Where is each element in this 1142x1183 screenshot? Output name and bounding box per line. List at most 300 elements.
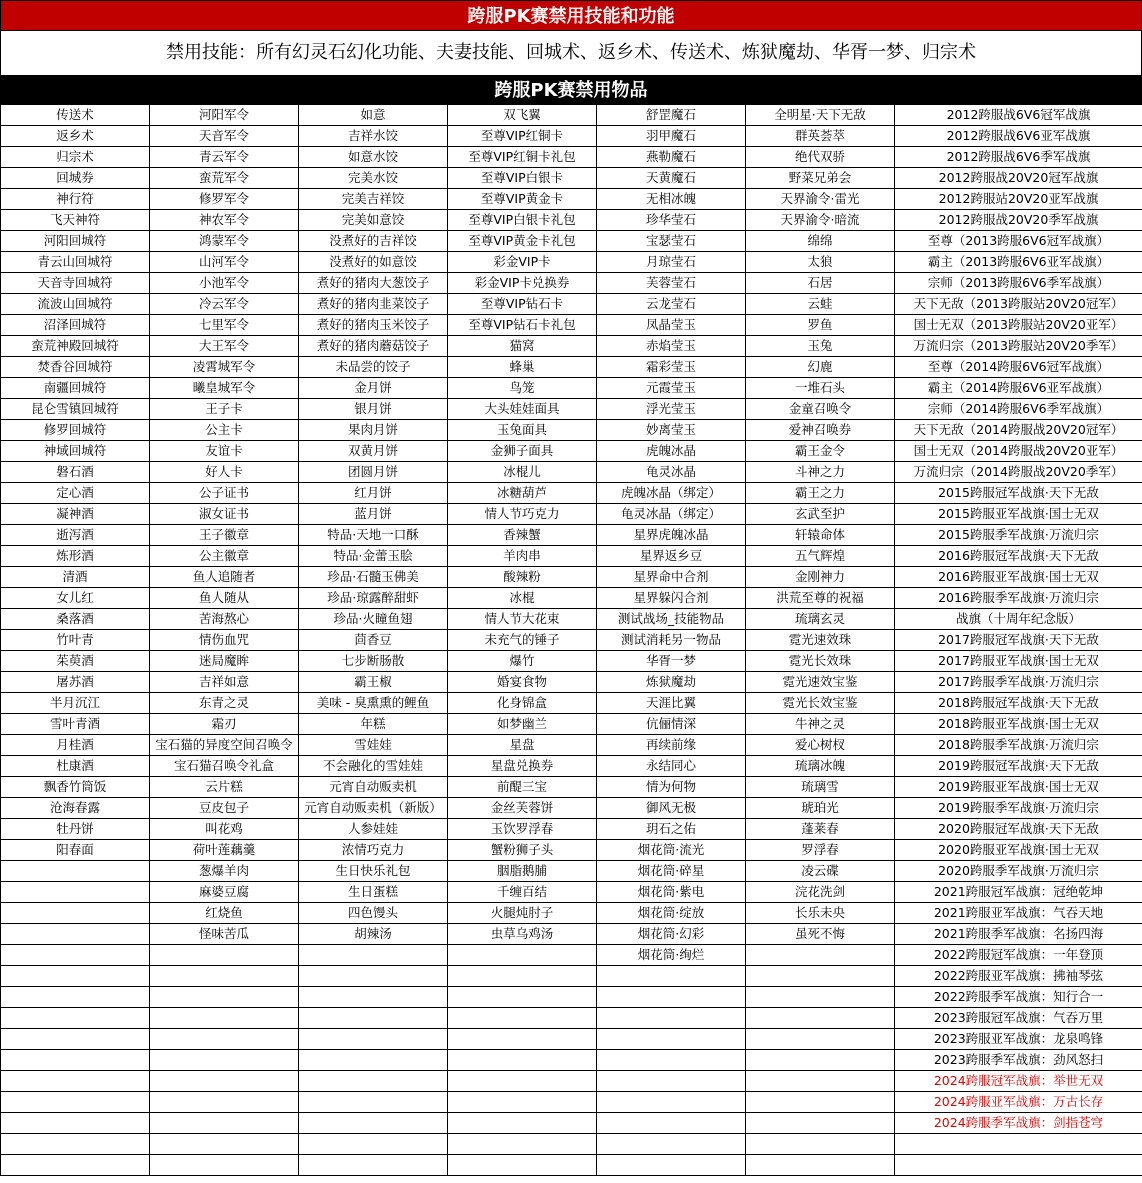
table-cell: 虎魄冰晶 <box>597 441 746 462</box>
table-cell <box>1 987 150 1008</box>
table-cell: 绝代双骄 <box>746 147 895 168</box>
table-cell: 飞天神符 <box>1 210 150 231</box>
table-cell: 果肉月饼 <box>299 420 448 441</box>
table-cell: 至尊VIP红铜卡 <box>448 126 597 147</box>
table-row <box>1 903 1142 924</box>
table-cell: 玉兔 <box>746 336 895 357</box>
table-cell: 赤焰莹玉 <box>597 336 746 357</box>
table-row <box>1 924 1142 945</box>
table-cell <box>746 1050 895 1071</box>
table-cell: 琉璃雪 <box>746 777 895 798</box>
table-cell: 昆仑雪镇回城符 <box>1 399 150 420</box>
table-cell: 燕勒魔石 <box>597 147 746 168</box>
table-cell: 星界躲闪合剂 <box>597 588 746 609</box>
table-cell: 吉祥如意 <box>150 672 299 693</box>
table-cell: 清酒 <box>1 567 150 588</box>
table-cell: 2020跨服季军战旗·万流归宗 <box>895 861 1142 882</box>
table-row <box>1 525 1142 546</box>
table-cell: 2021跨服季军战旗：名扬四海 <box>895 924 1142 945</box>
table-row <box>1 609 1142 630</box>
table-cell: 女儿红 <box>1 588 150 609</box>
table-cell: 修罗回城符 <box>1 420 150 441</box>
table-row <box>1 1008 1142 1029</box>
table-cell: 如意 <box>299 105 448 126</box>
table-cell: 公主徽章 <box>150 546 299 567</box>
table-row <box>1 1155 1142 1176</box>
table-row <box>1 147 1142 168</box>
table-cell: 年糕 <box>299 714 448 735</box>
table-cell: 鸟笼 <box>448 378 597 399</box>
table-cell: 情人节大花束 <box>448 609 597 630</box>
table-cell <box>1 945 150 966</box>
table-cell: 龟灵冰晶 <box>597 462 746 483</box>
table-row <box>1 756 1142 777</box>
table-cell: 霜彩莹玉 <box>597 357 746 378</box>
table-cell <box>746 945 895 966</box>
table-cell: 七步断肠散 <box>299 651 448 672</box>
table-cell: 再续前缘 <box>597 735 746 756</box>
table-cell: 情伤血咒 <box>150 630 299 651</box>
table-cell: 2018跨服亚军战旗·国士无双 <box>895 714 1142 735</box>
table-row <box>1 735 1142 756</box>
table-cell <box>597 987 746 1008</box>
skills-title-bar: 跨服PK赛禁用技能和功能 <box>0 0 1142 31</box>
table-cell: 2020跨服亚军战旗·国士无双 <box>895 840 1142 861</box>
table-cell: 完美如意饺 <box>299 210 448 231</box>
table-cell: 全明星·天下无敌 <box>746 105 895 126</box>
banned-skills-text: 禁用技能：所有幻灵石幻化功能、夫妻技能、回城术、返乡术、传送术、炼狱魔劫、华胥一梦、归宗术 <box>0 31 1142 75</box>
table-cell <box>150 1155 299 1176</box>
table-cell <box>597 1113 746 1134</box>
table-cell: 月桂酒 <box>1 735 150 756</box>
table-cell <box>150 1029 299 1050</box>
table-cell: 特品·天地一口酥 <box>299 525 448 546</box>
table-cell: 煮好的猪肉蘑菇饺子 <box>299 336 448 357</box>
table-cell <box>1 1113 150 1134</box>
table-cell: 测试战场_技能物品 <box>597 609 746 630</box>
table-cell: 金童召唤令 <box>746 399 895 420</box>
table-cell: 牡丹饼 <box>1 819 150 840</box>
table-cell <box>448 1050 597 1071</box>
table-cell <box>597 1029 746 1050</box>
table-cell: 御风无极 <box>597 798 746 819</box>
table-cell: 杜康酒 <box>1 756 150 777</box>
table-row <box>1 819 1142 840</box>
table-cell <box>597 966 746 987</box>
table-cell <box>299 1155 448 1176</box>
table-cell <box>150 966 299 987</box>
table-cell: 羊肉串 <box>448 546 597 567</box>
table-cell: 蜂巢 <box>448 357 597 378</box>
table-cell: 星界返乡豆 <box>597 546 746 567</box>
table-cell: 宗师（2013跨服6V6季军战旗） <box>895 273 1142 294</box>
table-cell: 2023跨服冠军战旗：气吞万里 <box>895 1008 1142 1029</box>
table-cell <box>597 1092 746 1113</box>
table-cell: 浮光莹玉 <box>597 399 746 420</box>
table-cell: 2019跨服亚军战旗·国士无双 <box>895 777 1142 798</box>
table-cell: 公子证书 <box>150 483 299 504</box>
table-cell: 天音寺回城符 <box>1 273 150 294</box>
table-cell: 星界命中合剂 <box>597 567 746 588</box>
table-row <box>1 294 1142 315</box>
table-cell: 炼狱魔劫 <box>597 672 746 693</box>
table-row <box>1 546 1142 567</box>
table-cell: 好人卡 <box>150 462 299 483</box>
table-cell: 群英荟萃 <box>746 126 895 147</box>
table-cell: 吉祥水饺 <box>299 126 448 147</box>
table-cell: 战旗（十周年纪念版） <box>895 609 1142 630</box>
table-cell: 2012跨服战20V20冠军战旗 <box>895 168 1142 189</box>
table-cell: 2015跨服冠军战旗·天下无敌 <box>895 483 1142 504</box>
table-cell: 2022跨服季军战旗：知行合一 <box>895 987 1142 1008</box>
table-cell: 火腿炖肘子 <box>448 903 597 924</box>
table-row <box>1 189 1142 210</box>
table-cell: 牛神之灵 <box>746 714 895 735</box>
table-cell: 凤晶莹玉 <box>597 315 746 336</box>
table-cell <box>448 1071 597 1092</box>
table-cell <box>1 966 150 987</box>
table-cell: 葱爆羊肉 <box>150 861 299 882</box>
table-cell: 情为何物 <box>597 777 746 798</box>
table-cell <box>150 1071 299 1092</box>
table-cell: 天下无敌（2014跨服战20V20冠军） <box>895 420 1142 441</box>
table-cell: 霓光长效宝鉴 <box>746 693 895 714</box>
table-cell: 逝泻酒 <box>1 525 150 546</box>
table-row <box>1 126 1142 147</box>
table-cell: 阳春面 <box>1 840 150 861</box>
table-cell: 至尊VIP红铜卡礼包 <box>448 147 597 168</box>
table-cell <box>1 1155 150 1176</box>
table-cell <box>1 1134 150 1155</box>
table-cell: 东青之灵 <box>150 693 299 714</box>
table-cell: 公主卡 <box>150 420 299 441</box>
table-cell: 霸王金令 <box>746 441 895 462</box>
table-cell: 霸主（2014跨服6V6亚军战旗） <box>895 378 1142 399</box>
table-row <box>1 840 1142 861</box>
table-cell: 云龙莹石 <box>597 294 746 315</box>
table-cell: 人参娃娃 <box>299 819 448 840</box>
table-cell: 霓光速效珠 <box>746 630 895 651</box>
table-cell <box>448 1008 597 1029</box>
table-cell: 红烧鱼 <box>150 903 299 924</box>
table-cell: 神农军令 <box>150 210 299 231</box>
table-cell: 彩金VIP卡兑换券 <box>448 273 597 294</box>
table-cell <box>448 1155 597 1176</box>
table-cell: 鱼人随从 <box>150 588 299 609</box>
table-cell: 玉兔面具 <box>448 420 597 441</box>
table-row <box>1 1113 1142 1134</box>
table-cell: 烟花筒·紫电 <box>597 882 746 903</box>
table-cell: 2015跨服季军战旗·万流归宗 <box>895 525 1142 546</box>
table-cell <box>150 1113 299 1134</box>
table-cell: 凌云碟 <box>746 861 895 882</box>
table-cell: 大头娃娃面具 <box>448 399 597 420</box>
table-cell: 元宵自动贩卖机 <box>299 777 448 798</box>
table-cell: 烟花筒·碎星 <box>597 861 746 882</box>
table-row <box>1 336 1142 357</box>
table-cell: 青云山回城符 <box>1 252 150 273</box>
table-cell: 红月饼 <box>299 483 448 504</box>
table-cell: 烟花筒·绚烂 <box>597 945 746 966</box>
table-cell: 王子卡 <box>150 399 299 420</box>
table-cell <box>597 1050 746 1071</box>
table-cell <box>1 1029 150 1050</box>
table-cell: 屠苏酒 <box>1 672 150 693</box>
table-row <box>1 651 1142 672</box>
table-cell: 怪味苦瓜 <box>150 924 299 945</box>
table-cell <box>597 1155 746 1176</box>
table-cell: 凝神酒 <box>1 504 150 525</box>
table-cell: 2012跨服战6V6亚军战旗 <box>895 126 1142 147</box>
table-cell <box>746 987 895 1008</box>
table-cell: 琥珀光 <box>746 798 895 819</box>
table-cell: 煮好的猪肉玉米饺子 <box>299 315 448 336</box>
table-cell: 蓬莱春 <box>746 819 895 840</box>
table-cell: 2023跨服季军战旗：劲风怒扫 <box>895 1050 1142 1071</box>
table-cell: 华胥一梦 <box>597 651 746 672</box>
table-row <box>1 231 1142 252</box>
table-cell: 冰棍 <box>448 588 597 609</box>
table-cell: 没煮好的吉祥饺 <box>299 231 448 252</box>
table-cell: 霜刃 <box>150 714 299 735</box>
table-cell: 凌霄城军令 <box>150 357 299 378</box>
table-cell: 伉俪情深 <box>597 714 746 735</box>
table-cell: 酸辣粉 <box>448 567 597 588</box>
table-cell: 王子徽章 <box>150 525 299 546</box>
table-cell <box>299 1029 448 1050</box>
table-cell: 珍品·石髓玉佛美 <box>299 567 448 588</box>
table-cell: 2019跨服季军战旗·万流归宗 <box>895 798 1142 819</box>
table-cell: 美味 - 臭熏熏的鲤鱼 <box>299 693 448 714</box>
table-cell: 石居 <box>746 273 895 294</box>
table-cell: 霸王椒 <box>299 672 448 693</box>
table-cell: 云片糕 <box>150 777 299 798</box>
table-cell <box>746 1071 895 1092</box>
table-cell: 香辣蟹 <box>448 525 597 546</box>
table-cell: 返乡术 <box>1 126 150 147</box>
table-cell: 完美水饺 <box>299 168 448 189</box>
table-cell: 前醍三宝 <box>448 777 597 798</box>
table-cell: 元霞莹玉 <box>597 378 746 399</box>
table-cell: 芙蓉莹石 <box>597 273 746 294</box>
table-cell: 月琼莹石 <box>597 252 746 273</box>
table-row <box>1 714 1142 735</box>
table-cell: 2016跨服亚军战旗·国士无双 <box>895 567 1142 588</box>
table-cell: 浣花洗剑 <box>746 882 895 903</box>
table-cell: 未充气的锤子 <box>448 630 597 651</box>
table-cell: 测试消耗另一物品 <box>597 630 746 651</box>
table-cell: 斗神之力 <box>746 462 895 483</box>
table-cell: 长乐未央 <box>746 903 895 924</box>
table-cell: 团圆月饼 <box>299 462 448 483</box>
table-row <box>1 315 1142 336</box>
table-cell: 彩金VIP卡 <box>448 252 597 273</box>
table-cell: 煮好的猪肉韭菜饺子 <box>299 294 448 315</box>
table-cell <box>299 1113 448 1134</box>
table-cell: 星界虎魄冰晶 <box>597 525 746 546</box>
table-cell: 南疆回城符 <box>1 378 150 399</box>
table-cell: 修罗军令 <box>150 189 299 210</box>
table-row <box>1 987 1142 1008</box>
table-row <box>1 1071 1142 1092</box>
table-cell: 淑女证书 <box>150 504 299 525</box>
table-cell: 金刚神力 <box>746 567 895 588</box>
table-row <box>1 567 1142 588</box>
table-cell: 天涯比翼 <box>597 693 746 714</box>
table-cell: 冰棍儿 <box>448 462 597 483</box>
table-cell: 虽死不悔 <box>746 924 895 945</box>
table-cell <box>448 1134 597 1155</box>
table-cell: 蟹粉狮子头 <box>448 840 597 861</box>
table-row <box>1 357 1142 378</box>
table-cell <box>299 987 448 1008</box>
table-cell: 2024跨服亚军战旗：万古长存 <box>895 1092 1142 1113</box>
table-cell: 琉璃玄灵 <box>746 609 895 630</box>
table-row <box>1 693 1142 714</box>
banned-items-table <box>0 104 1142 1176</box>
table-cell: 天黄魔石 <box>597 168 746 189</box>
table-row <box>1 273 1142 294</box>
table-cell <box>150 987 299 1008</box>
table-cell <box>746 1113 895 1134</box>
table-cell: 2018跨服季军战旗·万流归宗 <box>895 735 1142 756</box>
table-cell: 沧海春露 <box>1 798 150 819</box>
table-cell <box>150 945 299 966</box>
table-cell <box>1 861 150 882</box>
table-cell: 半月沉江 <box>1 693 150 714</box>
table-cell: 幻鹿 <box>746 357 895 378</box>
table-cell: 霓光速效宝鉴 <box>746 672 895 693</box>
table-cell: 如梦幽兰 <box>448 714 597 735</box>
table-cell: 未品尝的饺子 <box>299 357 448 378</box>
table-cell <box>150 1134 299 1155</box>
table-cell <box>150 1092 299 1113</box>
table-cell <box>746 1092 895 1113</box>
table-cell: 蛮荒神殿回城符 <box>1 336 150 357</box>
table-cell <box>1 1071 150 1092</box>
table-cell: 爆竹 <box>448 651 597 672</box>
table-cell: 至尊VIP钻石卡 <box>448 294 597 315</box>
table-cell: 2016跨服季军战旗·万流归宗 <box>895 588 1142 609</box>
table-cell <box>597 1134 746 1155</box>
table-row <box>1 861 1142 882</box>
table-cell <box>1 1008 150 1029</box>
table-cell: 至尊VIP黄金卡 <box>448 189 597 210</box>
table-cell: 2021跨服冠军战旗：冠绝乾坤 <box>895 882 1142 903</box>
table-cell <box>1 1050 150 1071</box>
table-cell: 羽甲魔石 <box>597 126 746 147</box>
table-cell <box>597 1008 746 1029</box>
table-cell: 琉璃冰魄 <box>746 756 895 777</box>
table-cell: 2015跨服亚军战旗·国士无双 <box>895 504 1142 525</box>
table-cell: 生日快乐礼包 <box>299 861 448 882</box>
table-cell: 沼泽回城符 <box>1 315 150 336</box>
table-cell: 宝石猫的异度空间召唤令 <box>150 735 299 756</box>
table-cell: 化身锦盒 <box>448 693 597 714</box>
table-cell: 冷云军令 <box>150 294 299 315</box>
table-cell: 宝石猫召唤令礼盒 <box>150 756 299 777</box>
table-cell <box>448 1092 597 1113</box>
table-cell: 传送术 <box>1 105 150 126</box>
table-cell: 洪荒至尊的祝福 <box>746 588 895 609</box>
table-cell: 婚宴食物 <box>448 672 597 693</box>
table-cell: 胭脂鹅脯 <box>448 861 597 882</box>
table-cell: 情人节巧克力 <box>448 504 597 525</box>
table-cell: 至尊VIP黄金卡礼包 <box>448 231 597 252</box>
table-cell <box>746 1029 895 1050</box>
table-cell: 舒罡魔石 <box>597 105 746 126</box>
table-row <box>1 420 1142 441</box>
table-cell: 飘香竹筒饭 <box>1 777 150 798</box>
table-cell <box>448 1029 597 1050</box>
table-row <box>1 105 1142 126</box>
table-cell: 永结同心 <box>597 756 746 777</box>
table-cell <box>150 1050 299 1071</box>
table-cell: 轩辕命体 <box>746 525 895 546</box>
table-cell <box>299 1092 448 1113</box>
table-cell: 苦海熬心 <box>150 609 299 630</box>
table-cell: 星盘兑换券 <box>448 756 597 777</box>
table-cell: 雪叶青酒 <box>1 714 150 735</box>
table-cell <box>299 1134 448 1155</box>
table-cell: 五气辉煌 <box>746 546 895 567</box>
table-cell <box>895 1155 1142 1176</box>
table-cell: 至尊VIP白银卡礼包 <box>448 210 597 231</box>
table-cell: 千缠百结 <box>448 882 597 903</box>
table-row <box>1 210 1142 231</box>
table-cell: 金丝芙蓉饼 <box>448 798 597 819</box>
table-cell: 爱神召唤券 <box>746 420 895 441</box>
table-cell: 河阳军令 <box>150 105 299 126</box>
table-cell: 四色馒头 <box>299 903 448 924</box>
table-cell: 2021跨服亚军战旗：气吞天地 <box>895 903 1142 924</box>
table-cell: 曦皇城军令 <box>150 378 299 399</box>
table-cell: 龟灵冰晶（绑定） <box>597 504 746 525</box>
table-cell: 河阳回城符 <box>1 231 150 252</box>
table-cell: 国士无双（2014跨服战20V20亚军） <box>895 441 1142 462</box>
table-cell: 蛮荒军令 <box>150 168 299 189</box>
table-cell: 雪娃娃 <box>299 735 448 756</box>
table-cell: 流波山回城符 <box>1 294 150 315</box>
table-cell: 鱼人追随者 <box>150 567 299 588</box>
table-cell <box>1 924 150 945</box>
table-cell: 焚香谷回城符 <box>1 357 150 378</box>
table-row <box>1 777 1142 798</box>
table-cell: 霸主（2013跨服6V6亚军战旗） <box>895 252 1142 273</box>
table-cell: 归宗术 <box>1 147 150 168</box>
table-cell <box>448 945 597 966</box>
table-cell: 霸王之力 <box>746 483 895 504</box>
table-row <box>1 399 1142 420</box>
table-cell <box>1 903 150 924</box>
table-cell <box>299 945 448 966</box>
table-cell <box>1 882 150 903</box>
table-cell: 大王军令 <box>150 336 299 357</box>
items-title-bar: 跨服PK赛禁用物品 <box>0 75 1142 104</box>
table-cell: 2012跨服战6V6季军战旗 <box>895 147 1142 168</box>
table-cell: 珍品·火瞳鱼翅 <box>299 609 448 630</box>
table-cell: 云蛙 <box>746 294 895 315</box>
table-cell: 胡辣汤 <box>299 924 448 945</box>
table-row <box>1 1092 1142 1113</box>
table-cell <box>299 1008 448 1029</box>
table-cell: 2020跨服冠军战旗·天下无敌 <box>895 819 1142 840</box>
table-cell: 2022跨服冠军战旗：一年登顶 <box>895 945 1142 966</box>
table-row <box>1 588 1142 609</box>
table-cell: 妙离莹玉 <box>597 420 746 441</box>
table-cell: 绵绵 <box>746 231 895 252</box>
table-cell: 2016跨服冠军战旗·天下无敌 <box>895 546 1142 567</box>
